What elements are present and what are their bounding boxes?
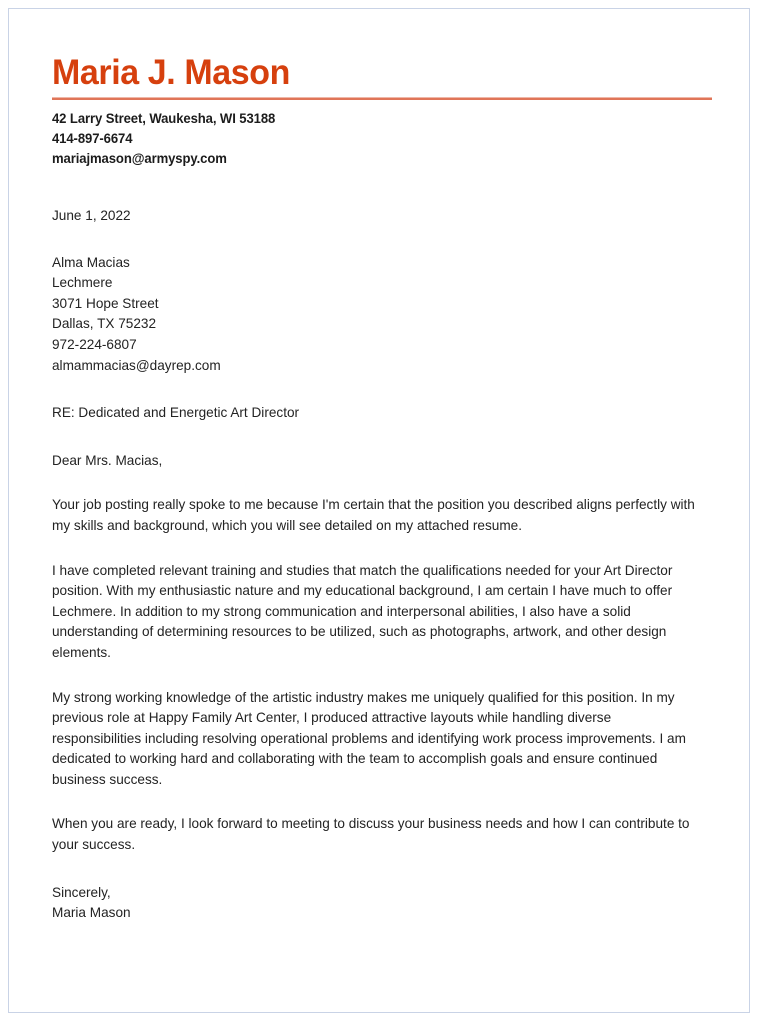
recipient-phone: 972-224-6807 xyxy=(52,336,137,352)
letter-content xyxy=(9,9,749,1012)
body-paragraph: My strong working knowledge of the artistic industry makes me uniquely qualified for this position. In my previous role at Happy Family Art Center, I produced attractive layouts while handling diverse responsibilities including resolving operational problems and identifying work process improvements. I am dedicated to working hard and collaborating with the team to accomplish goals and ensure continued business success. xyxy=(52,689,686,787)
recipient-address-block xyxy=(52,253,700,377)
applicant-name: Maria J. Mason xyxy=(52,53,290,92)
recipient-name: Alma Macias xyxy=(52,254,130,270)
closing-block xyxy=(52,883,700,924)
recipient-email: almammacias@dayrep.com xyxy=(52,357,221,373)
letter-page xyxy=(8,8,750,1013)
body-paragraph: When you are ready, I look forward to meeting to discuss your business needs and how I can contribute to your success. xyxy=(52,816,690,853)
contact-block xyxy=(52,109,709,169)
contact-address: 42 Larry Street, Waukesha, WI 53188 xyxy=(52,111,276,126)
contact-phone: 414-897-6674 xyxy=(52,131,133,146)
salutation: Dear Mrs. Macias, xyxy=(52,452,163,468)
recipient-city-state-zip: Dallas, TX 75232 xyxy=(52,316,157,332)
body-paragraph: Your job posting really spoke to me because I'm certain that the position you described aligns perfectly with my skills and background, which you will see detailed on my attached resume. xyxy=(52,497,695,533)
body-paragraph: I have completed relevant training and studies that match the qualifications needed for your Art Director position. With my enthusiastic nature and my educational background, I am certain I have much to offer Lechmere. In addition to my strong communication and interpersonal abilities, I also have a solid understanding of determining resources to be utilized, such as photographs, artwork, and other design elements. xyxy=(52,562,673,660)
contact-email: mariajmason@armyspy.com xyxy=(52,151,227,166)
recipient-street: 3071 Hope Street xyxy=(52,295,159,311)
recipient-company: Lechmere xyxy=(52,275,113,291)
letterhead-divider xyxy=(52,97,712,100)
subject-line: RE: Dedicated and Energetic Art Director xyxy=(52,405,300,421)
letter-date: June 1, 2022 xyxy=(52,208,131,223)
valediction: Sincerely, xyxy=(52,884,111,900)
letter-body xyxy=(52,206,700,924)
letterhead xyxy=(52,53,709,169)
signature-name: Maria Mason xyxy=(52,905,131,921)
